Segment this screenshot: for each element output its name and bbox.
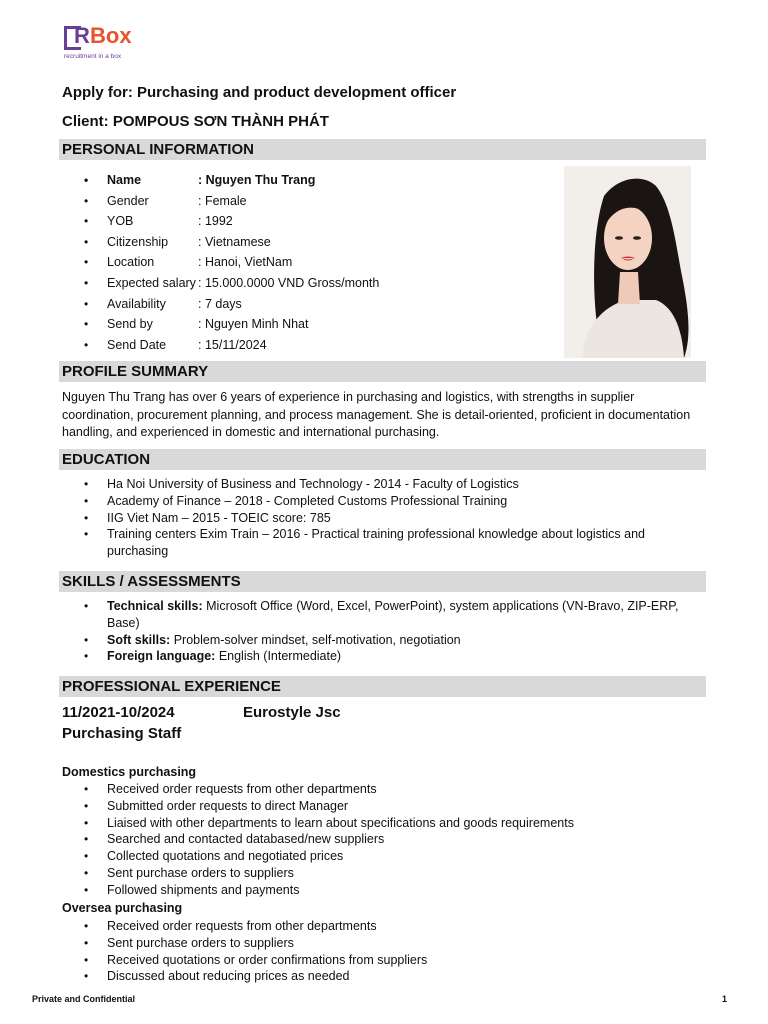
duty-item: • Searched and contacted databased/new suppliers bbox=[62, 831, 706, 848]
info-label: Name bbox=[107, 173, 142, 187]
personal-info-list bbox=[62, 170, 562, 355]
info-label: Expected salary bbox=[107, 275, 196, 290]
info-value: : Hanoi, VietNam bbox=[198, 255, 293, 270]
info-location bbox=[62, 252, 562, 273]
info-value: : 15.000.0000 VND Gross/month bbox=[198, 275, 380, 290]
duty-item: • Collected quotations and negotiated prices bbox=[62, 848, 706, 865]
info-gender bbox=[62, 191, 562, 212]
page-number: 1 bbox=[722, 994, 728, 1004]
info-label: YOB bbox=[107, 214, 134, 229]
info-value: : Nguyen Minh Nhat bbox=[198, 317, 309, 332]
domestic-purchasing-title: Domestics purchasing bbox=[62, 765, 197, 779]
info-name bbox=[62, 170, 562, 191]
duty-item: • Sent purchase orders to suppliers bbox=[62, 935, 706, 952]
info-value: : Vietnamese bbox=[198, 234, 271, 249]
info-value: : Nguyen Thu Trang bbox=[198, 173, 316, 187]
skill-label: Technical skills: bbox=[107, 599, 203, 613]
section-professional-experience: PROFESSIONAL EXPERIENCE bbox=[59, 676, 706, 697]
education-list bbox=[62, 476, 706, 560]
client-title: Client: POMPOUS SƠN THÀNH PHÁT bbox=[62, 113, 329, 130]
duty-item: • Submitted order requests to direct Manager bbox=[62, 798, 706, 815]
skill-item-technical bbox=[62, 598, 706, 632]
info-expected-salary bbox=[62, 273, 562, 294]
skill-item-soft bbox=[62, 632, 706, 649]
info-send-by bbox=[62, 314, 562, 335]
info-label: Gender bbox=[107, 193, 149, 208]
section-personal-information: PERSONAL INFORMATION bbox=[59, 139, 706, 160]
section-profile-summary: PROFILE SUMMARY bbox=[59, 361, 706, 382]
skill-value: English (Intermediate) bbox=[215, 649, 342, 664]
section-education: EDUCATION bbox=[59, 449, 706, 470]
info-yob bbox=[62, 211, 562, 232]
education-item: • IIG Viet Nam – 2015 - TOEIC score: 785 bbox=[62, 510, 706, 527]
info-value: : 7 days bbox=[198, 296, 242, 311]
logo-tagline: recruitment in a box bbox=[64, 53, 122, 60]
footer-confidential: Private and Confidential bbox=[32, 994, 136, 1004]
experience-role: Purchasing Staff bbox=[62, 725, 182, 742]
profile-summary-text: Nguyen Thu Trang has over 6 years of experience in purchasing and logistics, with strengths in supplier coordination, procurement planning, and process management. She is detail-oriented, proficient in documentation handling, and experienced in domestic and international purchasing. bbox=[62, 390, 691, 439]
rbox-logo bbox=[64, 23, 154, 64]
skill-label: Foreign language: bbox=[107, 649, 216, 664]
oversea-duties-list bbox=[62, 918, 706, 985]
skill-value: Problem-solver mindset, self-motivation, negotiation bbox=[170, 632, 461, 647]
duty-item: • Followed shipments and payments bbox=[62, 882, 706, 899]
education-item: • Training centers Exim Train – 2016 - Practical training professional knowledge about logistics and purchasing bbox=[62, 526, 706, 560]
info-label: Location bbox=[107, 255, 155, 270]
info-value: : 15/11/2024 bbox=[198, 337, 267, 352]
info-label: Send by bbox=[107, 317, 153, 332]
education-item: • Academy of Finance – 2018 - Completed Customs Professional Training bbox=[62, 493, 706, 510]
domestic-duties-list bbox=[62, 781, 706, 899]
info-send-date bbox=[62, 335, 562, 356]
candidate-photo bbox=[564, 166, 691, 358]
info-availability bbox=[62, 294, 562, 315]
duty-item: • Received order requests from other departments bbox=[62, 781, 706, 798]
duty-item: • Discussed about reducing prices as needed bbox=[62, 968, 706, 985]
duty-item: • Received order requests from other departments bbox=[62, 918, 706, 935]
info-value: : 1992 bbox=[198, 214, 233, 229]
experience-date: 11/2021-10/2024 bbox=[62, 704, 175, 721]
portrait-icon bbox=[564, 166, 691, 358]
duty-item: • Liaised with other departments to learn about specifications and goods requirements bbox=[62, 815, 706, 832]
apply-for-title: Apply for: Purchasing and product development officer bbox=[62, 84, 457, 101]
info-label: Send Date bbox=[107, 337, 167, 352]
logo-box: Box bbox=[90, 23, 132, 48]
duty-item: • Sent purchase orders to suppliers bbox=[62, 865, 706, 882]
info-citizenship bbox=[62, 232, 562, 253]
skills-list bbox=[62, 598, 706, 665]
skill-item-language bbox=[62, 648, 706, 665]
skill-value: Microsoft Office (Word, Excel, PowerPoint), system applications (VN-Bravo, ZIP-ERP, Base) bbox=[107, 599, 679, 630]
info-label: Citizenship bbox=[107, 234, 169, 249]
skill-label: Soft skills: bbox=[107, 632, 171, 647]
section-skills: SKILLS / ASSESSMENTS bbox=[59, 571, 706, 592]
info-label: Availability bbox=[107, 296, 166, 311]
logo-r: R bbox=[74, 23, 90, 48]
experience-company: Eurostyle Jsc bbox=[243, 704, 341, 721]
education-item: • Ha Noi University of Business and Technology - 2014 - Faculty of Logistics bbox=[62, 476, 706, 493]
duty-item: • Received quotations or order confirmations from suppliers bbox=[62, 952, 706, 969]
info-value: : Female bbox=[198, 193, 247, 208]
oversea-purchasing-title: Oversea purchasing bbox=[62, 901, 183, 915]
